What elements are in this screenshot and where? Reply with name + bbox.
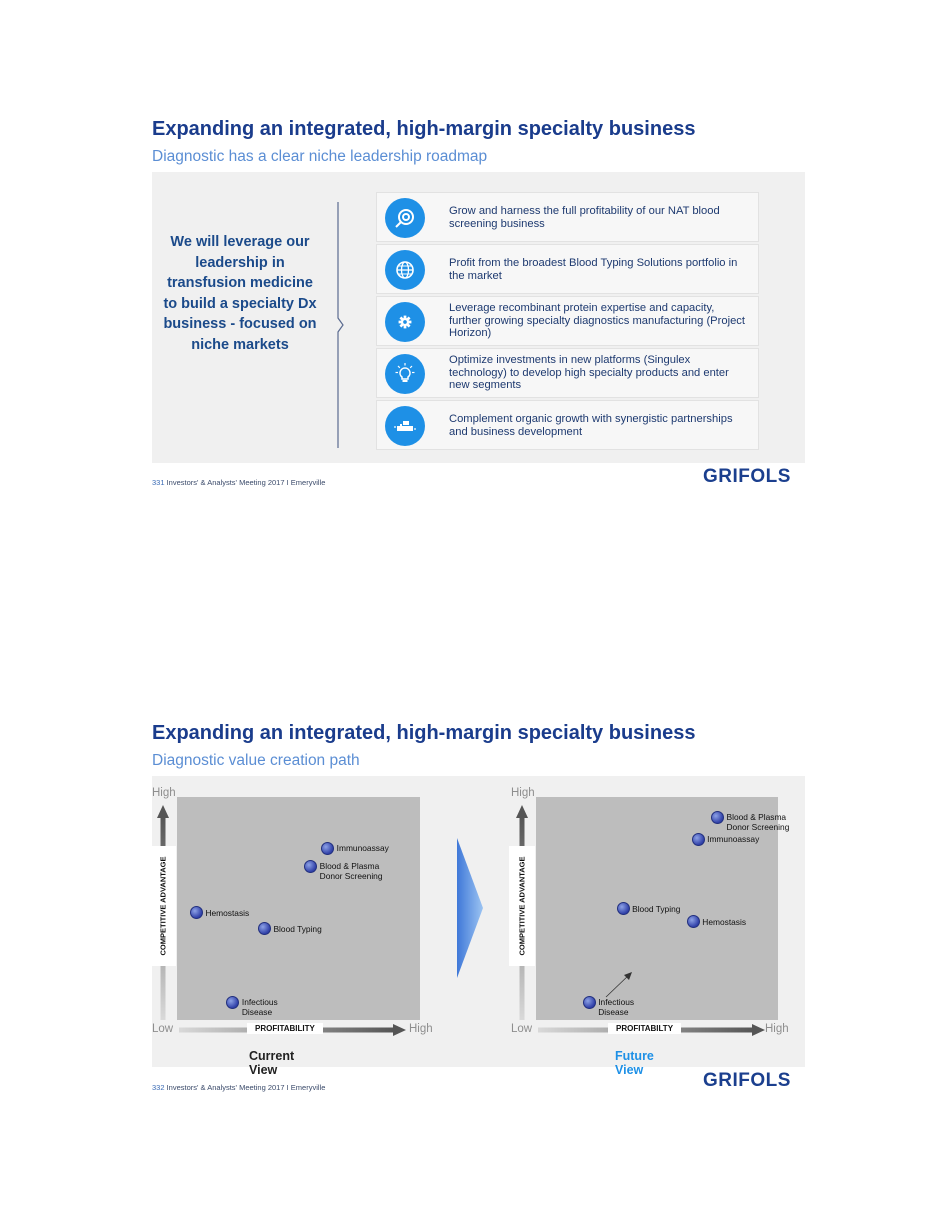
puzzle-icon — [385, 406, 425, 446]
x-high-label: High — [409, 1023, 433, 1035]
gear-icon — [385, 302, 425, 342]
lightbulb-icon — [385, 354, 425, 394]
data-point-label: Blood & Plasma Donor Screening — [319, 861, 383, 882]
roadmap-item-text: Optimize investments in new platforms (Singulex technology) to develop high specialty products and enter new segments — [449, 354, 729, 392]
x-axis-label: PROFITABILITY — [247, 1023, 323, 1034]
data-point-label: Blood & Plasma Donor Screening — [726, 812, 790, 833]
leadership-statement: We will leverage our leadership in transfusion medicine to build a specialty Dx business - focused on niche markets — [163, 234, 317, 353]
target-icon — [385, 198, 425, 238]
bracket-divider — [334, 200, 346, 450]
slide1-footer — [152, 478, 325, 487]
data-point — [226, 996, 239, 1009]
roadmap-item-text: Grow and harness the full profitability of our NAT blood screening business — [449, 205, 720, 230]
slide1-title: Expanding an integrated, high-margin specialty business — [152, 118, 696, 140]
roadmap-item-text: Profit from the broadest Blood Typing Solutions portfolio in the market — [449, 257, 738, 282]
chart-points-current — [177, 797, 420, 1020]
x-low-label: Low — [511, 1023, 533, 1035]
data-point-label: Infectious Disease — [241, 997, 278, 1018]
roadmap-item-text: Complement organic growth with synergistic partnerships and business development — [449, 413, 733, 438]
y-high-label: High — [511, 787, 535, 799]
x-axis-label: PROFITABILTY — [608, 1023, 681, 1034]
chart-title-current: Current View — [249, 1049, 295, 1077]
data-point-label: Blood Typing — [273, 923, 322, 934]
slide2-subtitle: Diagnostic value creation path — [152, 752, 360, 769]
data-point-label: Immunoassay — [336, 843, 389, 854]
x-high-label: High — [765, 1023, 789, 1035]
grifols-logo: GRIFOLS — [703, 1070, 791, 1091]
slide-number: 332 — [152, 1083, 165, 1092]
y-axis-label: COMPETITIVE ADVANTAGE — [158, 856, 168, 956]
transition-arrow — [456, 838, 484, 978]
data-point — [258, 922, 271, 935]
data-point — [711, 811, 724, 824]
data-point — [617, 902, 630, 915]
data-point — [304, 860, 317, 873]
footer-text: Investors' & Analysts' Meeting 2017 I Emeryville — [164, 478, 326, 487]
footer-text: Investors' & Analysts' Meeting 2017 I Emeryville — [164, 1083, 326, 1092]
grifols-logo: GRIFOLS — [703, 466, 791, 487]
data-point-label: Blood Typing — [632, 903, 681, 914]
slide2-title: Expanding an integrated, high-margin specialty business — [152, 722, 696, 744]
chart-points-future — [536, 797, 790, 1020]
slide1-subtitle: Diagnostic has a clear niche leadership roadmap — [152, 148, 488, 165]
data-point-label: Hemostasis — [702, 916, 747, 927]
data-point — [583, 996, 596, 1009]
chart-title-future: Future View — [615, 1049, 654, 1077]
roadmap-item-text: Leverage recombinant protein expertise and capacity, further growing specialty diagnostics manufacturing (Project Horizon) — [449, 302, 745, 340]
slide-number: 331 — [152, 478, 165, 487]
data-point-label: Immunoassay — [707, 834, 760, 845]
data-point-label: Hemostasis — [205, 907, 250, 918]
data-point — [687, 915, 700, 928]
x-low-label: Low — [152, 1023, 174, 1035]
data-point — [190, 906, 203, 919]
data-point-label: Infectious Disease — [598, 997, 635, 1018]
y-high-label: High — [152, 787, 176, 799]
slide2-footer — [152, 1083, 325, 1092]
data-point — [692, 833, 705, 846]
y-axis-label: COMPETITIVE ADVANTAGE — [517, 856, 527, 956]
data-point — [321, 842, 334, 855]
globe-icon — [385, 250, 425, 290]
